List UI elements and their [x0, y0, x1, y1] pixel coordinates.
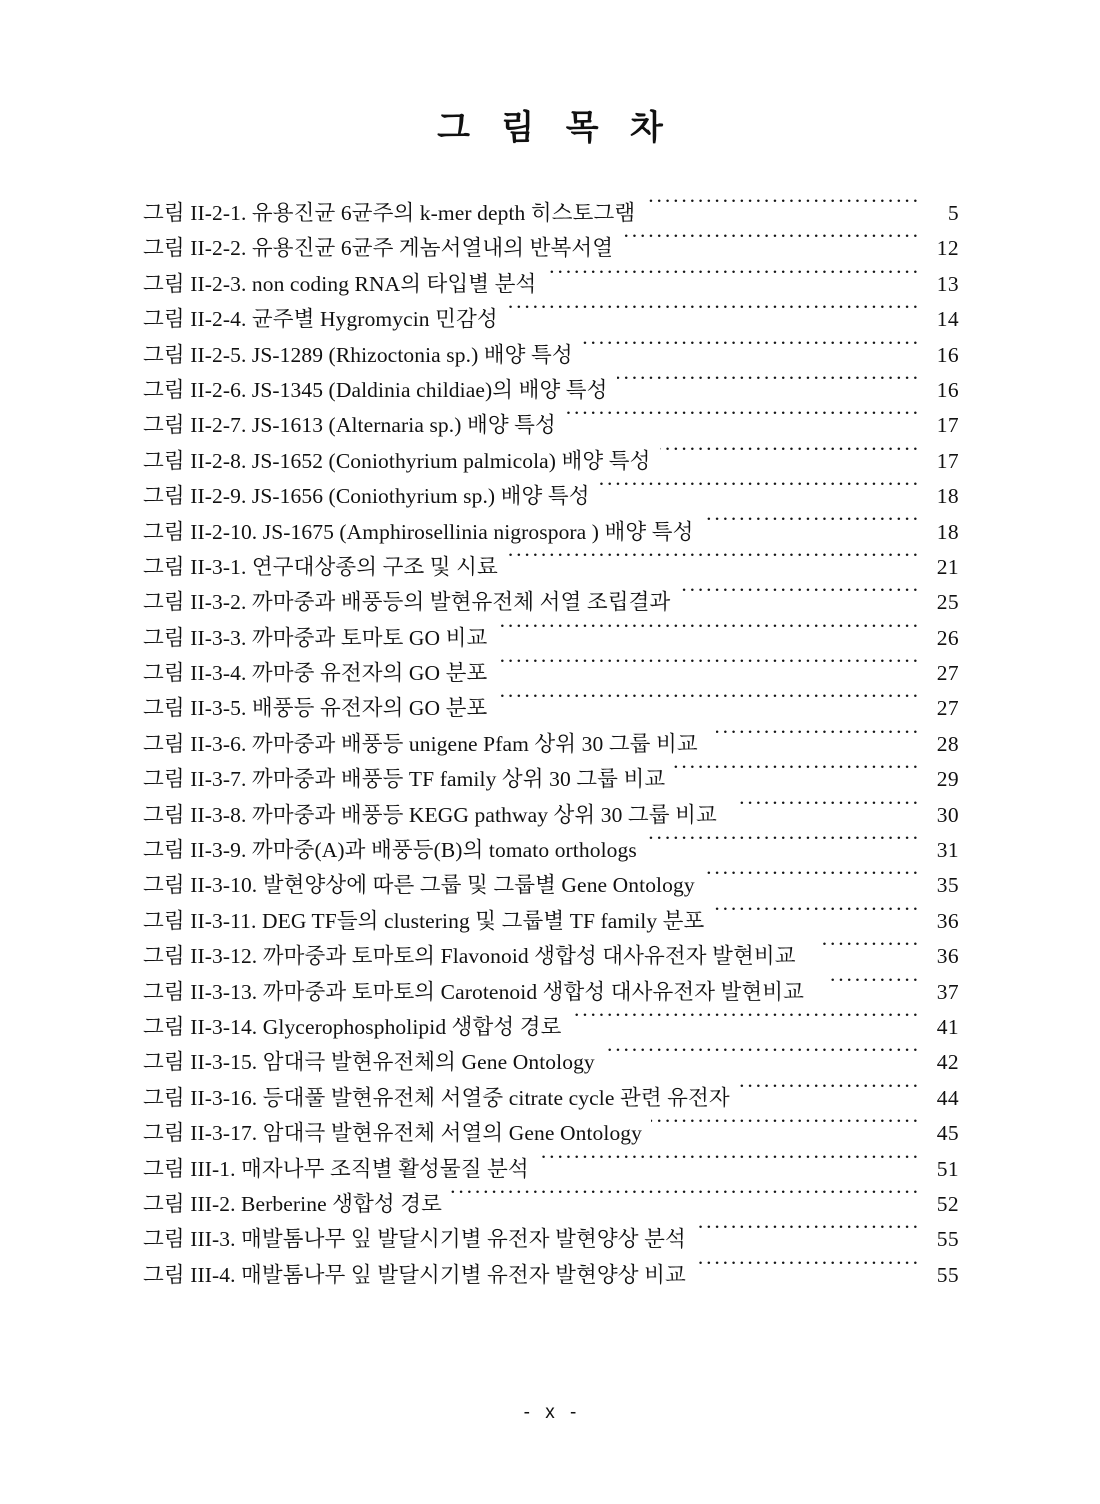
page-number-footer: - x -	[523, 1402, 582, 1423]
figure-entry-page-number: 27	[936, 696, 959, 721]
figure-entry-label: 그림 II-3-14. Glycerophospholipid 생합성 경로	[143, 1014, 562, 1039]
figure-entry-page-number: 36	[936, 944, 959, 969]
figure-entry-page-number: 17	[936, 448, 959, 473]
dot-leader	[713, 906, 920, 928]
figure-entry-page-number: 31	[936, 838, 959, 863]
figure-entry-label: 그림 II-2-6. JS-1345 (Daldinia childiae)의 배양 특성	[143, 377, 608, 402]
figure-entry[interactable]	[143, 798, 959, 833]
figure-entry-page-number: 25	[936, 590, 959, 615]
figure-entry-label: 그림 II-3-16. 등대풀 발현유전체 서열중 citrate cycle 관련 유전자	[143, 1085, 730, 1110]
figure-entry-page-number: 51	[936, 1156, 959, 1181]
dot-leader	[651, 1119, 920, 1141]
figure-entry[interactable]	[143, 1081, 959, 1116]
dot-leader	[716, 729, 920, 751]
figure-entry-page-number: 29	[936, 767, 959, 792]
figure-entry-page-number: 16	[936, 342, 959, 367]
figure-entry[interactable]	[143, 762, 959, 797]
dot-leader	[538, 1154, 920, 1176]
dot-leader	[739, 1083, 920, 1105]
dot-leader	[660, 446, 921, 468]
figure-entry-page-number: 55	[936, 1227, 959, 1252]
figure-entry-label: 그림 II-2-5. JS-1289 (Rhizoctonia sp.) 배양 특성	[143, 342, 573, 367]
dot-leader	[695, 1225, 920, 1247]
figure-entry-page-number: 30	[936, 802, 959, 827]
dot-leader	[507, 305, 920, 327]
dot-leader	[679, 588, 920, 610]
figure-entry-label: 그림 II-3-9. 까마중(A)과 배풍등(B)의 tomato orthologs	[143, 838, 637, 863]
figure-entry[interactable]	[143, 1010, 959, 1045]
figure-entry-page-number: 18	[936, 484, 959, 509]
dot-leader	[703, 517, 921, 539]
figure-entry-page-number: 28	[936, 731, 959, 756]
figure-entry[interactable]	[143, 868, 959, 903]
figure-entry-label: 그림 II-3-1. 연구대상종의 구조 및 시료	[143, 554, 498, 579]
figure-entry[interactable]	[143, 1258, 959, 1293]
figure-entry-label: 그림 II-2-1. 유용진균 6균주의 k-mer depth 히스토그램	[143, 201, 636, 225]
dot-leader	[582, 340, 920, 362]
figure-entry[interactable]	[143, 1222, 959, 1257]
figure-entry-label: 그림 II-2-2. 유용진균 6균주 게놈서열내의 반복서열	[143, 236, 614, 261]
figure-entry-label: 그림 II-3-8. 까마중과 배풍등 KEGG pathway 상위 30 그룹 비교	[143, 802, 717, 827]
dot-leader	[822, 942, 920, 964]
figure-entry-label: 그림 II-3-6. 까마중과 배풍등 unigene Pfam 상위 30 그룹 비교	[143, 731, 698, 756]
figure-entry-label: 그림 III-4. 매발톰나무 잎 발달시기별 유전자 발현양상 비교	[143, 1262, 686, 1287]
figure-entry-label: 그림 II-2-9. JS-1656 (Coniothyrium sp.) 배양 특성	[143, 484, 590, 509]
figure-entry-label: 그림 II-3-17. 암대극 발현유전체 서열의 Gene Ontology	[143, 1121, 642, 1146]
figure-entry-label: 그림 II-2-4. 균주별 Hygromycin 민감성	[143, 307, 498, 332]
figure-entry-page-number: 41	[936, 1014, 959, 1039]
figure-entry[interactable]	[143, 338, 959, 373]
dot-leader	[622, 234, 920, 256]
figure-entry[interactable]	[143, 975, 959, 1010]
figure-entry-label: 그림 II-3-15. 암대극 발현유전체의 Gene Ontology	[143, 1050, 595, 1075]
figure-entry-page-number: 35	[936, 873, 959, 898]
dot-leader	[565, 411, 920, 433]
figure-entry[interactable]	[143, 904, 959, 939]
dot-leader	[674, 765, 920, 787]
figure-entry-label: 그림 II-3-4. 까마중 유전자의 GO 분포	[143, 661, 488, 686]
figure-entry[interactable]	[143, 1152, 959, 1187]
dot-leader	[604, 1048, 920, 1070]
dot-leader	[496, 623, 920, 645]
dot-leader	[570, 1012, 920, 1034]
dot-leader	[496, 659, 920, 681]
figure-entry[interactable]	[143, 550, 959, 585]
page-title: 그 림 목 차	[437, 109, 674, 147]
dot-leader	[830, 977, 920, 999]
dot-leader	[451, 1189, 920, 1211]
figure-entry-label: 그림 III-1. 매자나무 조직별 활성물질 분석	[143, 1156, 529, 1181]
figure-entry-page-number: 18	[936, 519, 959, 544]
figure-entry-label: 그림 II-2-7. JS-1613 (Alternaria sp.) 배양 특성	[143, 413, 556, 438]
figure-entry-page-number: 12	[936, 236, 959, 261]
figure-entry[interactable]	[143, 1116, 959, 1151]
figure-entry-label: 그림 II-3-12. 까마중과 토마토의 Flavonoid 생합성 대사유전자 발현비교	[143, 944, 796, 969]
figure-entry-page-number: 52	[936, 1191, 959, 1216]
figure-entry[interactable]	[143, 267, 959, 302]
figure-entry-page-number: 13	[936, 271, 959, 296]
dot-leader	[496, 694, 920, 716]
figure-entry-label: 그림 II-3-11. DEG TF들의 clustering 및 그룹별 TF family 분포	[143, 908, 705, 933]
figure-entry-label: 그림 II-3-10. 발현양상에 따른 그룹 및 그룹별 Gene Ontology	[143, 873, 695, 898]
figure-entry-page-number: 44	[936, 1085, 959, 1110]
figure-entry[interactable]	[143, 621, 959, 656]
dot-leader	[644, 199, 920, 221]
dot-leader	[507, 552, 920, 574]
figure-entry[interactable]	[143, 656, 959, 691]
dot-leader	[704, 871, 920, 893]
figure-entry[interactable]	[143, 196, 959, 231]
figure-entry-label: 그림 III-2. Berberine 생합성 경로	[143, 1191, 443, 1216]
figure-entry-page-number: 45	[936, 1121, 959, 1146]
figure-entry[interactable]	[143, 727, 959, 762]
figure-entry[interactable]	[143, 231, 959, 266]
figure-entry-label: 그림 II-3-3. 까마중과 토마토 GO 비교	[143, 625, 488, 650]
figure-entry[interactable]	[143, 833, 959, 868]
figure-entry-page-number: 5	[947, 201, 959, 225]
dot-leader	[617, 375, 920, 397]
figure-entry[interactable]	[143, 444, 959, 479]
figure-entry-page-number: 26	[936, 625, 959, 650]
figure-entry-page-number: 55	[936, 1262, 959, 1287]
figure-entry-page-number: 21	[936, 554, 959, 579]
dot-leader	[695, 1260, 920, 1282]
dot-leader	[599, 482, 920, 504]
figure-entry-page-number: 16	[936, 377, 959, 402]
figure-entry[interactable]	[143, 1187, 959, 1222]
figure-entry-page-number: 14	[936, 307, 959, 332]
figure-list	[143, 196, 959, 1293]
figure-entry-label: 그림 II-3-5. 배풍등 유전자의 GO 분포	[143, 696, 488, 721]
figure-entry-label: 그림 III-3. 매발톰나무 잎 발달시기별 유전자 발현양상 분석	[143, 1227, 686, 1252]
dot-leader	[735, 800, 920, 822]
figure-entry-page-number: 37	[936, 979, 959, 1004]
figure-entry-label: 그림 II-3-2. 까마중과 배풍등의 발현유전체 서열 조립결과	[143, 590, 671, 615]
figure-entry[interactable]	[143, 691, 959, 726]
figure-entry[interactable]	[143, 302, 959, 337]
figure-entry-label: 그림 II-2-8. JS-1652 (Coniothyrium palmicola) 배양 특성	[143, 448, 651, 473]
figure-entry-label: 그림 II-3-7. 까마중과 배풍등 TF family 상위 30 그룹 비교	[143, 767, 666, 792]
figure-entry[interactable]	[143, 939, 959, 974]
dot-leader	[545, 269, 920, 291]
figure-entry-page-number: 42	[936, 1050, 959, 1075]
figure-entry-page-number: 27	[936, 661, 959, 686]
figure-entry-label: 그림 II-2-10. JS-1675 (Amphirosellinia nigrospora ) 배양 특성	[143, 519, 694, 544]
figure-entry[interactable]	[143, 373, 959, 408]
figure-entry[interactable]	[143, 408, 959, 443]
dot-leader	[646, 836, 920, 858]
figure-entry[interactable]	[143, 1045, 959, 1080]
figure-entry[interactable]	[143, 585, 959, 620]
figure-entry-label: 그림 II-3-13. 까마중과 토마토의 Carotenoid 생합성 대사유전자 발현비교	[143, 979, 805, 1004]
figure-entry[interactable]	[143, 515, 959, 550]
figure-entry-label: 그림 II-2-3. non coding RNA의 타입별 분석	[143, 271, 537, 296]
figure-entry[interactable]	[143, 479, 959, 514]
figure-entry-page-number: 36	[936, 908, 959, 933]
figure-entry-page-number: 17	[936, 413, 959, 438]
